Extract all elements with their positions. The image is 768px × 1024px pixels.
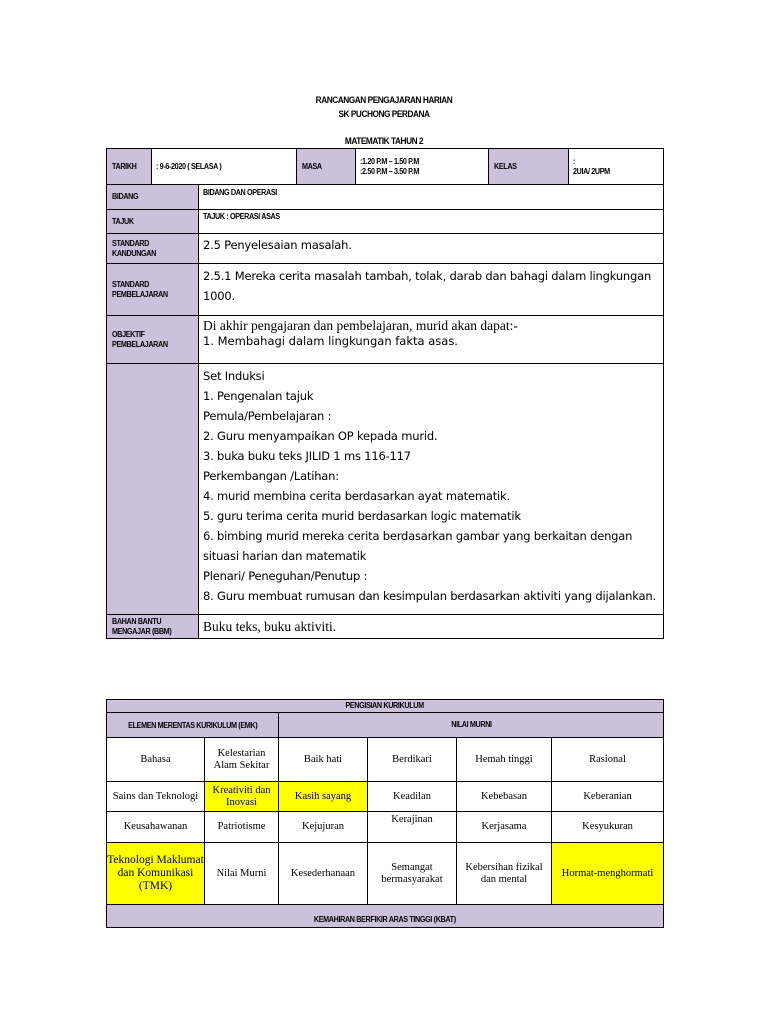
lesson-plan-table: [106, 148, 664, 639]
cell: Kebebasan: [457, 782, 552, 812]
activity-line: situasi harian dan matematik: [203, 549, 367, 563]
cell: Patriotisme: [205, 812, 279, 843]
activity-line: 2. Guru menyampaikan OP kepada murid.: [203, 429, 438, 443]
tarikh-value: : 9-6-2020 ( SELASA ): [152, 149, 297, 185]
activity-label-cell: [107, 364, 199, 615]
activity-line: 1. Pengenalan tajuk: [203, 389, 314, 403]
objektif-value: Di akhir pengajaran dan pembelajaran, murid akan dapat:- 1. Membahagi dalam lingkungan fakta asas.: [199, 316, 664, 364]
kbat-header: KEMAHIRAN BERFIKIR ARAS TINGGI (KBAT): [107, 905, 664, 928]
cell: Rasional: [552, 738, 664, 782]
cell: Keadilan: [368, 782, 457, 812]
activity-steps: [199, 364, 664, 615]
kelas-label: KELAS: [489, 149, 569, 185]
curriculum-table: [106, 699, 664, 928]
activity-line: 6. bimbing murid mereka cerita berdasarkan gambar yang berkaitan dengan: [203, 529, 633, 543]
cell: Sains dan Teknologi: [107, 782, 205, 812]
masa-label: MASA: [297, 149, 356, 185]
objektif-label: OBJEKTIF PEMBELAJARAN: [107, 316, 199, 364]
standard-pembelajaran-label: STANDARD PEMBELAJARAN: [107, 264, 199, 316]
bbm-label: BAHAN BANTU MENGAJAR (BBM): [107, 615, 199, 639]
cell: Semangat bermasyarakat: [368, 843, 457, 905]
activity-line: Perkembangan /Latihan:: [203, 469, 339, 483]
cell: Kebersihan fizikal dan mental: [457, 843, 552, 905]
cell: Hemah tinggi: [457, 738, 552, 782]
activity-line: 4. murid membina cerita berdasarkan ayat matematik.: [203, 489, 510, 503]
cell-highlighted: Teknologi Maklumat dan Komunikasi (TMK): [107, 843, 205, 905]
cell: Kerjasama: [457, 812, 552, 843]
standard-pembelajaran-value: 2.5.1 Mereka cerita masalah tambah, tolak, darab dan bahagi dalam lingkungan 1000.: [199, 264, 664, 316]
cell-highlighted: Hormat-menghormati: [552, 843, 664, 905]
activity-line: 8. Guru membuat rumusan dan kesimpulan berdasarkan aktiviti yang dijalankan.: [203, 589, 656, 603]
bidang-label: BIDANG: [107, 185, 199, 210]
activity-line: Set Induksi: [203, 369, 265, 383]
emk-header: ELEMEN MERENTAS KURIKULUM (EMK): [107, 713, 279, 738]
standard-kandungan-value: 2.5 Penyelesaian masalah.: [199, 234, 664, 264]
tajuk-label: TAJUK: [107, 210, 199, 234]
cell: Kerajinan: [368, 812, 457, 843]
masa-value: :1.20 P.M – 1.50 P.M :2.50 P.M – 3.50 P.M: [356, 149, 489, 185]
activity-line: 3. buka buku teks JILID 1 ms 116-117: [203, 449, 411, 463]
bbm-value: Buku teks, buku aktiviti.: [199, 615, 664, 639]
cell: Kejujuran: [279, 812, 368, 843]
tajuk-value: TAJUK : OPERASI ASAS: [199, 210, 664, 234]
cell: Kesyukuran: [552, 812, 664, 843]
cell: Berdikari: [368, 738, 457, 782]
kelas-value: : 2UIA/ 2UPM: [569, 149, 664, 185]
standard-kandungan-label: STANDARD KANDUNGAN: [107, 234, 199, 264]
subject-title: MATEMATIK TAHUN 2: [344, 136, 424, 146]
curriculum-title: PENGISIAN KURIKULUM: [107, 700, 664, 713]
activity-line: 5. guru terima cerita murid berdasarkan logic matematik: [203, 509, 521, 523]
school-name: SK PUCHONG PERDANA: [338, 109, 430, 119]
bidang-value: BIDANG DAN OPERASI: [199, 185, 664, 210]
cell-highlighted: Kreativiti dan Inovasi: [205, 782, 279, 812]
cell: Kelestarian Alam Sekitar: [205, 738, 279, 782]
cell-highlighted: Kasih sayang: [279, 782, 368, 812]
cell: Kesederhanaan: [279, 843, 368, 905]
cell: Keusahawanan: [107, 812, 205, 843]
activity-line: Plenari/ Peneguhan/Penutup :: [203, 569, 368, 583]
cell: Keberanian: [552, 782, 664, 812]
cell: Baik hati: [279, 738, 368, 782]
nilai-murni-header: NILAI MURNI: [279, 713, 664, 738]
cell: Nilai Murni: [205, 843, 279, 905]
doc-title: RANCANGAN PENGAJARAN HARIAN: [315, 95, 453, 105]
cell: Bahasa: [107, 738, 205, 782]
tarikh-label: TARIKH: [107, 149, 152, 185]
activity-line: Pemula/Pembelajaran :: [203, 409, 332, 423]
